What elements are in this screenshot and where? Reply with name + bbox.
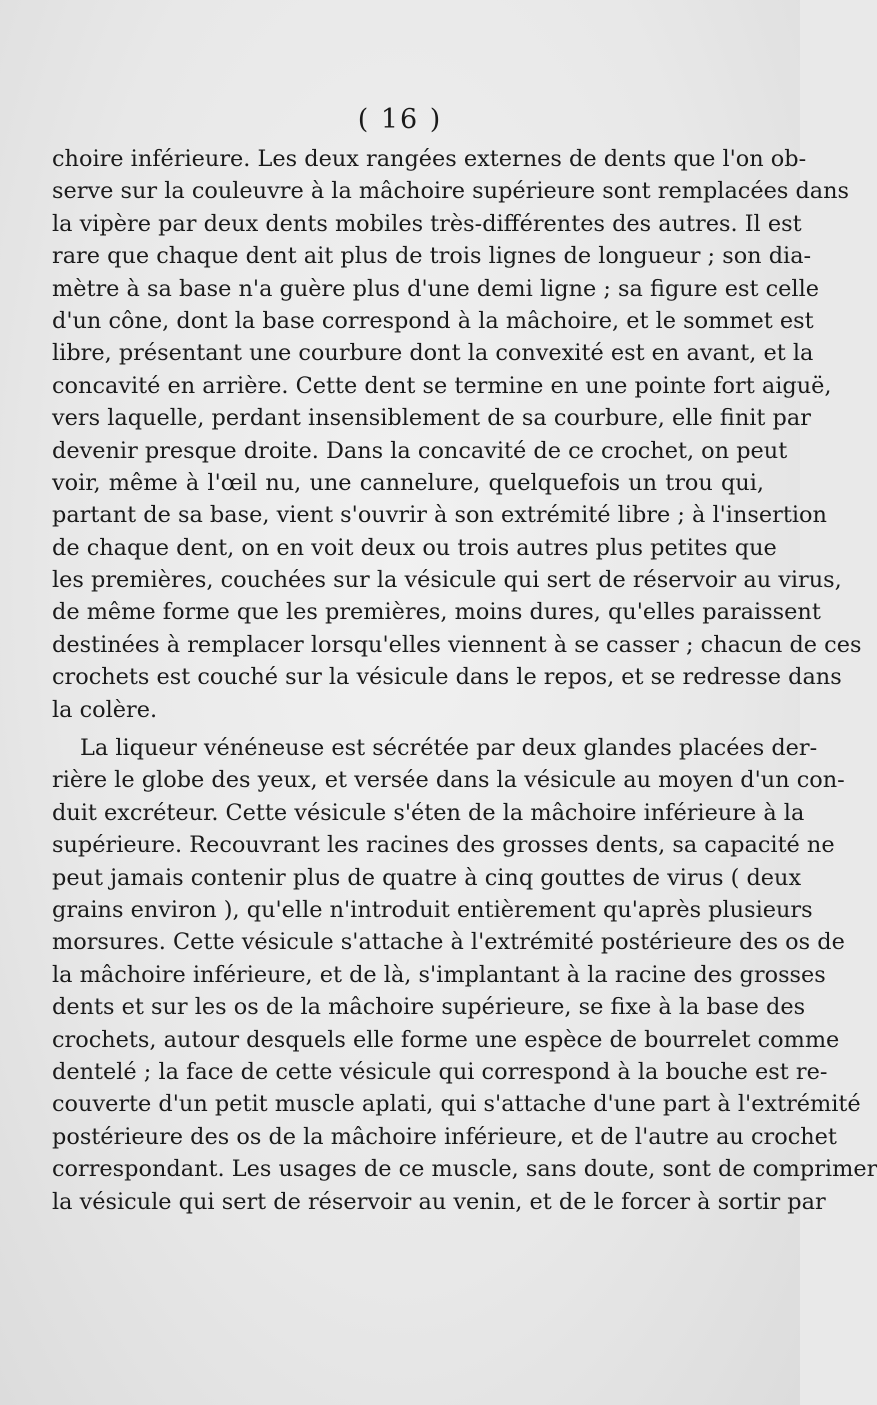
text-line: les premières, couchées sur la vésicule qui sert de réservoir au virus,: [52, 567, 842, 594]
text-line: concavité en arrière. Cette dent se termine en une pointe fort aiguë,: [52, 372, 832, 399]
text-line: choire inférieure. Les deux rangées externes de dents que l'on ob-: [52, 146, 807, 172]
text-line: correspondant. Les usages de ce muscle, sans doute, sont de comprimer: [52, 1156, 877, 1183]
text-line: d'un cône, dont la base correspond à la mâchoire, et le sommet est: [52, 307, 814, 334]
text-line: vers laquelle, perdant insensiblement de sa courbure, elle finit par: [52, 405, 811, 432]
body-text: [52, 143, 877, 1218]
paragraph: [52, 732, 877, 1218]
text-line: la vipère par deux dents mobiles très-différentes des autres. Il est: [52, 210, 802, 237]
text-line: dents et sur les os de la mâchoire supérieure, se fixe à la base des: [52, 994, 806, 1021]
text-line: voir, même à l'œil nu, une cannelure, quelquefois un trou qui,: [52, 469, 764, 496]
text-line: duit excréteur. Cette vésicule s'éten de la mâchoire inférieure à la: [52, 799, 805, 826]
text-line: destinées à remplacer lorsqu'elles viennent à se casser ; chacun de ces: [52, 631, 862, 658]
text-line: supérieure. Recouvrant les racines des grosses dents, sa capacité ne: [52, 832, 835, 859]
text-line: la mâchoire inférieure, et de là, s'implantant à la racine des grosses: [52, 961, 826, 988]
text-line: dentelé ; la face de cette vésicule qui correspond à la bouche est re-: [52, 1058, 828, 1085]
text-line: couverte d'un petit muscle aplati, qui s'attache d'une part à l'extrémité: [52, 1091, 861, 1118]
text-line: la vésicule qui sert de réservoir au venin, et de le forcer à sortir par: [52, 1188, 826, 1215]
text-line: devenir presque droite. Dans la concavité de ce crochet, on peut: [52, 437, 788, 464]
text-line: grains environ ), qu'elle n'introduit entièrement qu'après plusieurs: [52, 896, 813, 923]
text-line: postérieure des os de la mâchoire inférieure, et de l'autre au crochet: [52, 1123, 837, 1150]
text-line: rare que chaque dent ait plus de trois lignes de longueur ; son dia-: [52, 243, 812, 270]
paragraph: [52, 143, 862, 726]
text-line: de même forme que les premières, moins dures, qu'elles paraissent: [52, 599, 821, 626]
text-line: crochets est couché sur la vésicule dans le repos, et se redresse dans: [52, 664, 842, 691]
text-line: la colère.: [52, 696, 158, 723]
text-line: serve sur la couleuvre à la mâchoire supérieure sont remplacées dans: [52, 178, 850, 205]
text-line: libre, présentant une courbure dont la convexité est en avant, et la: [52, 340, 814, 367]
text-line: crochets, autour desquels elle forme une espèce de bourrelet comme: [52, 1026, 840, 1053]
text-line: mètre à sa base n'a guère plus d'une demi ligne ; sa figure est celle: [52, 275, 819, 302]
page-number: ( 16 ): [357, 104, 443, 135]
text-line: morsures. Cette vésicule s'attache à l'extrémité postérieure des os de: [52, 929, 845, 956]
text-line: partant de sa base, vient s'ouvrir à son extrémité libre ; à l'insertion: [52, 502, 827, 529]
text-line: de chaque dent, on en voit deux ou trois autres plus petites que: [52, 534, 777, 561]
text-line: peut jamais contenir plus de quatre à cinq gouttes de virus ( deux: [52, 864, 802, 891]
text-line: La liqueur vénéneuse est sécrétée par deux glandes placées der-: [80, 735, 818, 762]
text-line: rière le globe des yeux, et versée dans la vésicule au moyen d'un con-: [52, 767, 845, 794]
